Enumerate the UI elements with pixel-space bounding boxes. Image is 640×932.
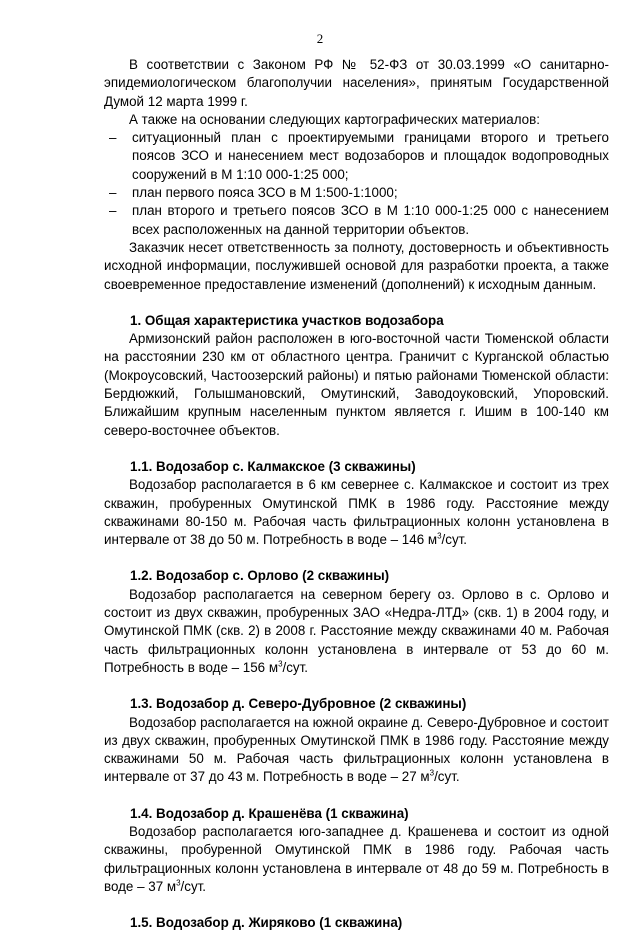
page-number: 2 bbox=[316, 31, 324, 46]
document-body bbox=[104, 56, 609, 932]
section-1-2-heading: 1.2. Водозабор с. Орлово (2 скважины) bbox=[130, 568, 390, 584]
section-1-5-heading: 1.5. Водозабор д. Жиряково (1 скважина) bbox=[130, 915, 403, 931]
section-1-2-text: Водозабор располагается на северном берегу оз. Орлово в с. Орлово и состоит из двух скважин, пробуренных ЗАО «Недра-ЛТД» (скв. 1) в 2004 году, и Омутинской ПМК (скв. 2) в 2008 г. Расстояние между скважинами 40 м. Рабочая часть фильтрационных колонн установлена в интервале от 53 до 60 м. Потребность в воде – 156 $м^3$/сут. bbox=[104, 586, 609, 675]
bullet-dash: – bbox=[109, 185, 117, 201]
bullet-dash: – bbox=[109, 203, 117, 219]
section-1-heading: 1. Общая характеристика участков водозабора bbox=[130, 312, 444, 328]
intro-paragraph-law: В соответствии с Законом РФ № 52-ФЗ от 30.03.1999 «О санитарно-эпидемиологическом благополучии населения», принятым Государственной Думой 12 марта 1999 г. bbox=[104, 57, 609, 109]
list-item bbox=[104, 129, 609, 184]
section-1-3-text: Водозабор располагается на южной окраине д. Северо-Дубровное и состоит из двух скважин, пробуренных Омутинской ПМК в 1986 году. Расстояние между скважинами 50 м. Рабочая часть фильтрационных колонн установлена в интервале от 37 до 43 м. Потребность в воде – 27 $м^3$/сут. bbox=[104, 714, 609, 785]
section-1-1-heading: 1.1. Водозабор с. Калмакское (3 скважины) bbox=[130, 458, 416, 474]
section-1-text: Армизонский район расположен в юго-восточной части Тюменской области на расстоянии 230 км от областного центра. Граничит с Курганской областью (Мокроусовский, Частоозерский районы) и пятью районами Тюменской области: Бердюжкий, Голышмановский, Омутинский, Заводоуковский, Упоровский. Ближайшим крупным населенным пунктом является г. Ишим в 100-140 км северо-восточнее объектов. bbox=[104, 331, 609, 438]
list-item-text: план первого пояса ЗСО в М 1:500-1:1000; bbox=[132, 185, 398, 201]
section-1-4-heading: 1.4. Водозабор д. Крашенёва (1 скважина) bbox=[130, 805, 409, 821]
materials-list bbox=[104, 129, 609, 239]
section-1-4-text: Водозабор располагается юго-западнее д. Крашенева и состоит из одной скважины, пробуренной Омутинской ПМК в 1986 году. Рабочая часть фильтрационных колонн установлена в интервале от 48 до 59 м. Потребность в воде – 37 $м^3$/сут. bbox=[104, 823, 609, 894]
list-item bbox=[104, 202, 609, 239]
intro-paragraph-responsibility: Заказчик несет ответственность за полноту, достоверность и объективность исходной информации, послужившей основой для разработки проекта, а также своевременное предоставление изменений (дополнений) к исходным данным. bbox=[104, 239, 609, 292]
bullet-dash: – bbox=[109, 130, 117, 146]
list-item-text: ситуационный план с проектируемыми границами второго и третьего поясов ЗСО и нанесением мест водозаборов и площадок водопроводных сооружений в М 1:10 000-1:25 000; bbox=[132, 130, 609, 182]
list-item-text: план второго и третьего поясов ЗСО в М 1:10 000-1:25 000 с нанесением всех расположенных на данной территории объектов. bbox=[132, 203, 609, 237]
list-item bbox=[104, 184, 609, 202]
section-1-3-heading: 1.3. Водозабор д. Северо-Дубровное (2 скважины) bbox=[130, 696, 467, 712]
intro-paragraph-materials: А также на основании следующих картографических материалов: bbox=[129, 111, 540, 127]
section-1-1-text: Водозабор располагается в 6 км севернее с. Калмакское и состоит из трех скважин, пробуренных Омутинской ПМК в 1986 году. Расстояние между скважинами 80-150 м. Рабочая часть фильтрационных колонн установлена в интервале от 38 до 50 м. Потребность в воде – 146 $м^3$/сут. bbox=[104, 477, 609, 548]
